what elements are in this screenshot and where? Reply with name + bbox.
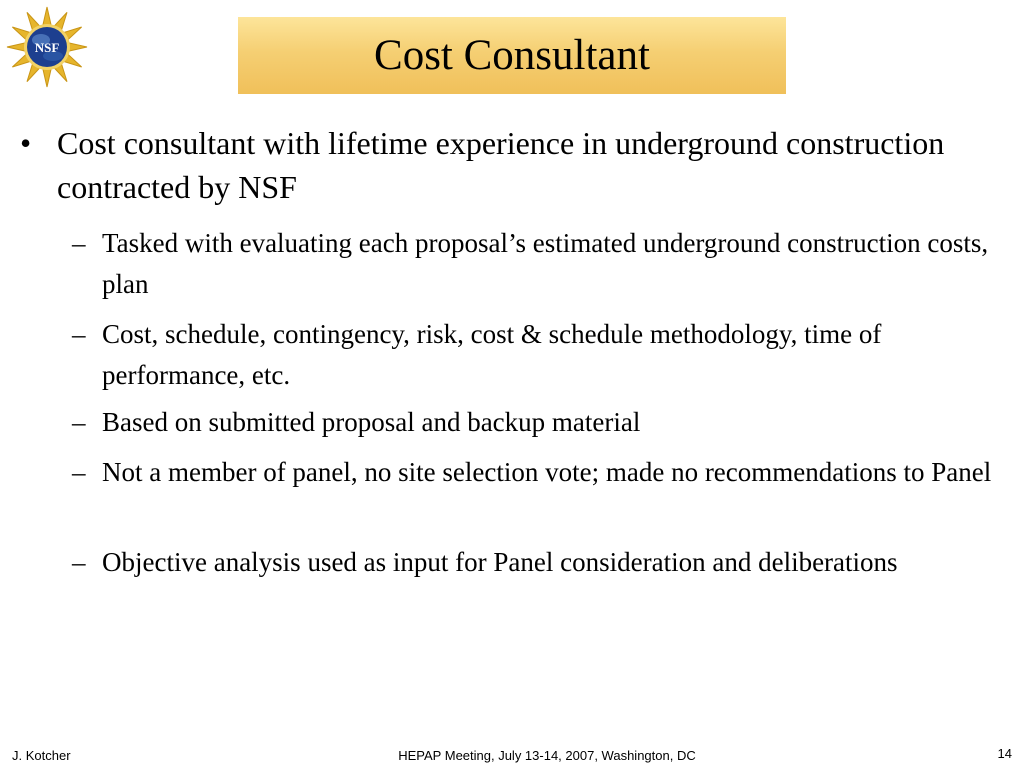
sub-bullet-marker: – (72, 407, 86, 437)
nsf-logo-text: NSF (34, 40, 60, 55)
sub-bullet-marker: – (72, 457, 86, 487)
sub-bullet-text: Not a member of panel, no site selection vote; made no recommendations to Panel (102, 457, 992, 487)
slide-title: Cost Consultant (374, 32, 650, 79)
title-box (238, 17, 786, 94)
nsf-logo (6, 6, 88, 88)
footer-event: HEPAP Meeting, July 13-14, 2007, Washington, DC (398, 748, 696, 763)
sub-bullet-text: Tasked with evaluating each proposal’s estimated underground construction costs, plan (102, 228, 989, 299)
main-bullet-text: Cost consultant with lifetime experience in underground construction contracted by NSF (57, 125, 945, 205)
sub-bullet-marker: – (72, 547, 86, 577)
footer-author: J. Kotcher (12, 748, 71, 763)
sub-bullet-marker: – (72, 228, 86, 258)
sub-bullet-text: Objective analysis used as input for Panel consideration and deliberations (102, 547, 898, 577)
page-number: 14 (997, 746, 1012, 761)
bullet-marker: • (20, 125, 32, 161)
sub-bullet-text: Based on submitted proposal and backup material (102, 407, 641, 437)
sub-bullet-text: Cost, schedule, contingency, risk, cost & schedule methodology, time of performance, etc. (102, 319, 882, 390)
sub-bullet-marker: – (72, 319, 86, 349)
nsf-logo-icon (6, 6, 88, 88)
